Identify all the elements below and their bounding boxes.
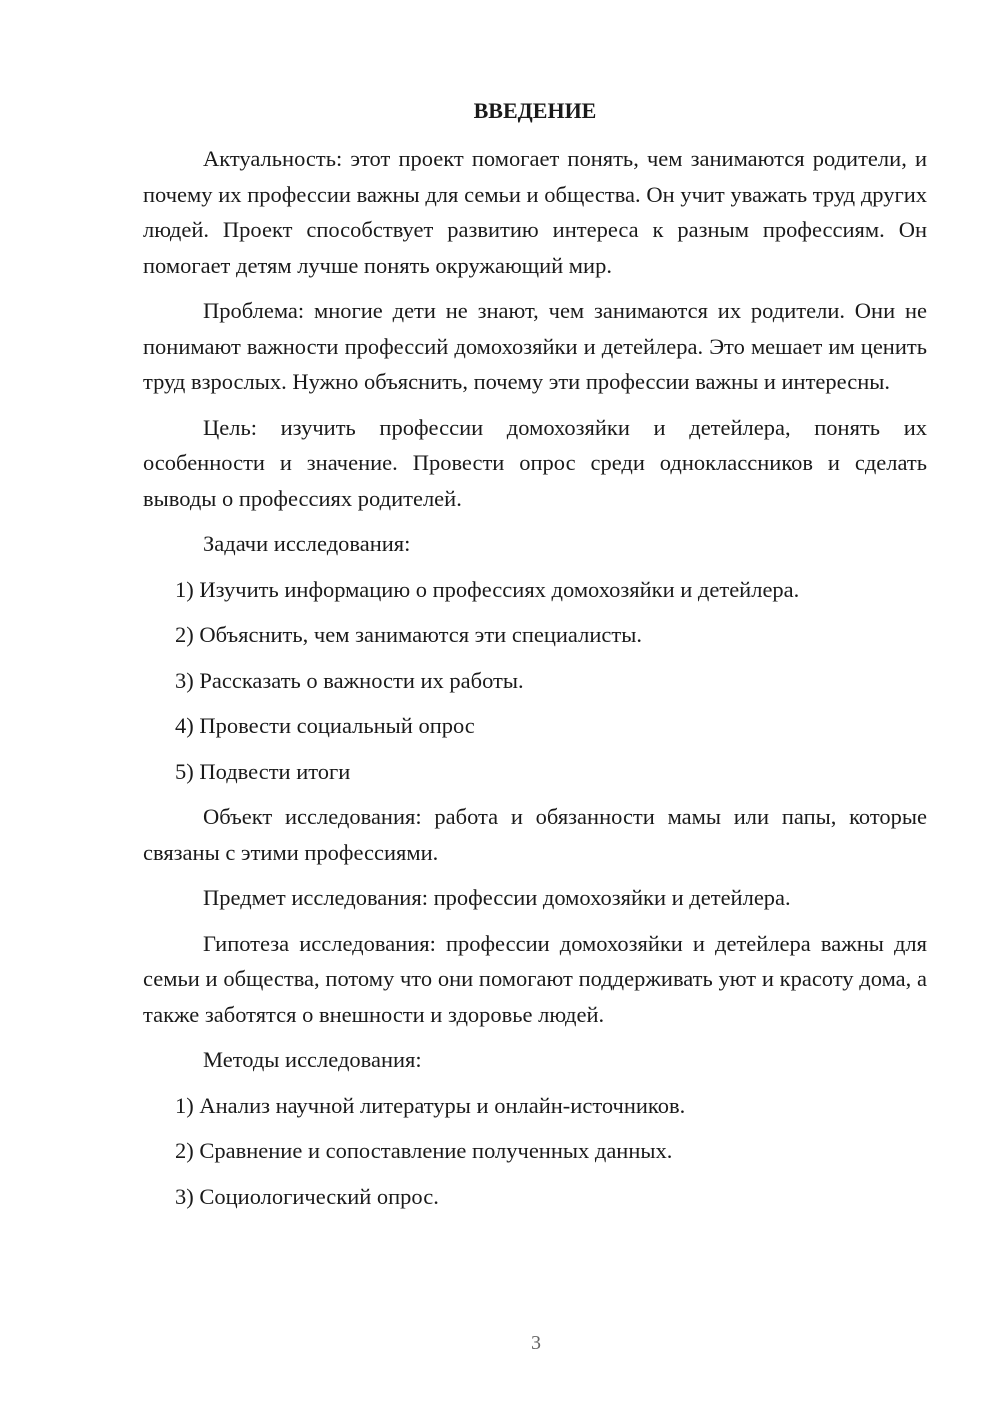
relevance-paragraph: Актуальность: этот проект помогает понять, чем занимаются родители, и почему их профессии важны для семьи и общества. Он учит уважать труд других людей. Проект способствует развитию интереса к разным профессиям. Он помогает детям лучше понять окружающий мир. <box>143 146 927 278</box>
goal-paragraph: Цель: изучить профессии домохозяйки и детейлера, понять их особенности и значение. Провести опрос среди одноклассников и сделать выводы о профессиях родителей. <box>143 414 927 511</box>
hypothesis-paragraph: Гипотеза исследования: профессии домохозяйки и детейлера важны для семьи и общества, потому что они помогают поддерживать уют и красоту дома, а также заботятся о внешности и здоровье людей. <box>143 930 927 1027</box>
list-item: 2) Объяснить, чем занимаются эти специалисты. <box>175 622 642 647</box>
list-item: 5) Подвести итоги <box>175 758 351 784</box>
list-item: 1) Анализ научной литературы и онлайн-источников. <box>175 1092 686 1118</box>
page-title: ВВЕДЕНИЕ <box>473 98 597 123</box>
tasks-heading: Задачи исследования: <box>203 531 411 556</box>
object-paragraph: Объект исследования: работа и обязанности мамы или папы, которые связаны с этими профессиями. <box>143 804 927 865</box>
methods-heading: Методы исследования: <box>203 1047 422 1072</box>
methods-list <box>143 1088 927 1215</box>
problem-paragraph: Проблема: многие дети не знают, чем занимаются их родители. Они не понимают важности профессий домохозяйки и детейлера. Это мешает им ценить труд взрослых. Нужно объяснить, почему эти профессии важны и интересны. <box>143 298 927 394</box>
tasks-list <box>143 572 927 790</box>
list-item: 3) Рассказать о важности их работы. <box>175 667 524 693</box>
subject-paragraph: Предмет исследования: профессии домохозяйки и детейлера. <box>203 885 791 910</box>
list-item: 1) Изучить информацию о профессиях домохозяйки и детейлера. <box>175 576 800 602</box>
page-content <box>143 96 927 1224</box>
page-number: 3 <box>531 1332 541 1354</box>
list-item: 2) Сравнение и сопоставление полученных данных. <box>175 1138 673 1163</box>
list-item: 4) Провести социальный опрос <box>175 713 475 738</box>
list-item: 3) Социологический опрос. <box>175 1183 439 1209</box>
